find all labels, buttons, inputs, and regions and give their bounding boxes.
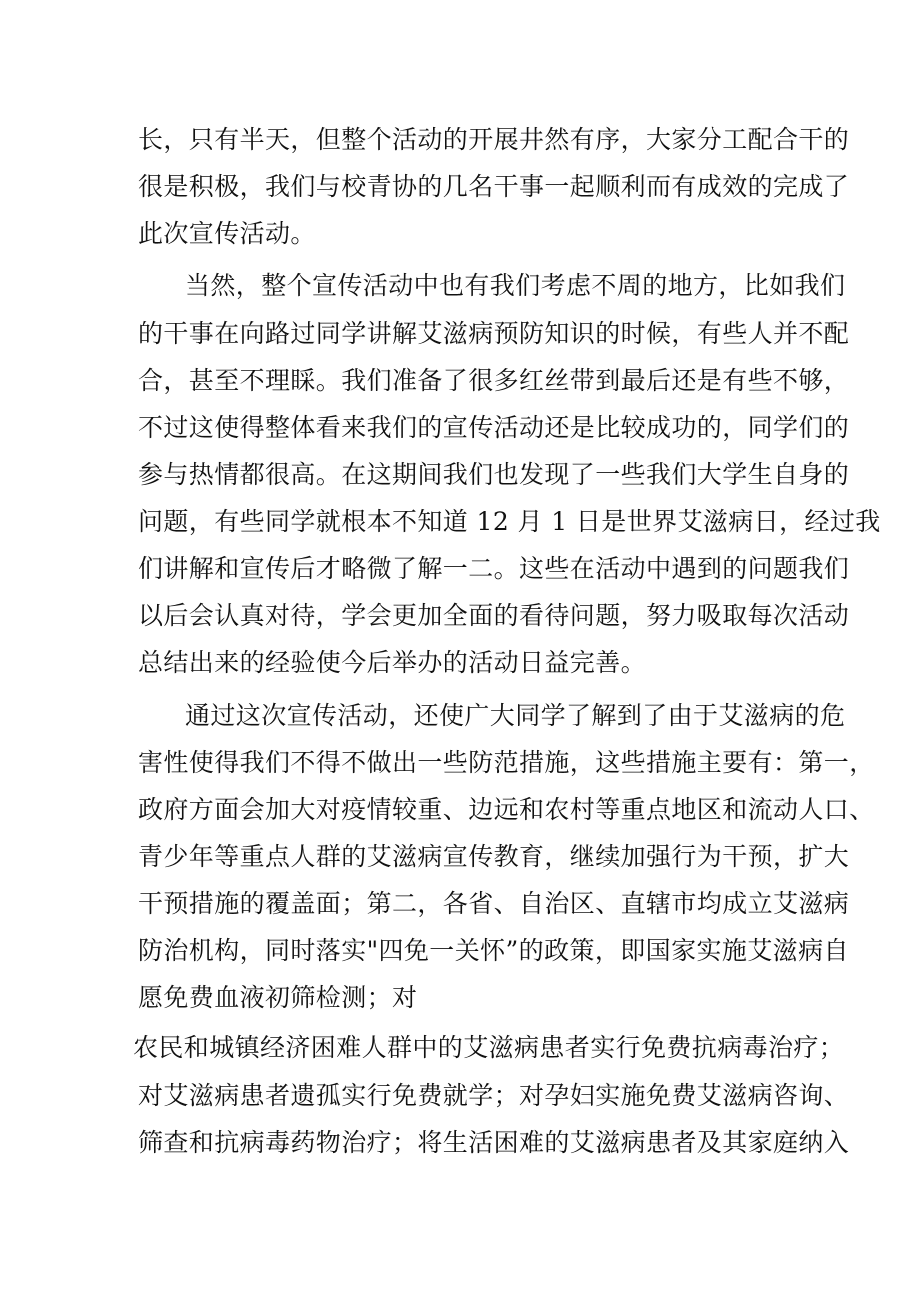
text-line: 参与热情都很高。在这期间我们也发现了一些我们大学生自身的: [138, 460, 850, 489]
text-line: 总结出来的经验使今后举办的活动日益完善。: [138, 648, 647, 677]
paragraph-start-line: 通过这次宣传活动，还使广大同学了解到了由于艾滋病的危: [185, 701, 846, 730]
text-line: 不过这使得整体看来我们的宣传活动还是比较成功的，同学们的: [138, 413, 850, 442]
text-line: 们讲解和宣传后才略微了解一二。这些在活动中遇到的问题我们: [138, 554, 850, 583]
text-line: 干预措施的覆盖面；第二，各省、自治区、直辖市均成立艾滋病: [138, 889, 850, 918]
text-line: 的干事在向路过同学讲解艾滋病预防知识的时候，有些人并不配: [138, 319, 850, 348]
text-line: 政府方面会加大对疫情较重、边远和农村等重点地区和流动人口、: [138, 795, 875, 824]
text-line: 问题，有些同学就根本不知道 12 月 1 日是世界艾滋病日，经过我: [138, 507, 881, 536]
text-line: 害性使得我们不得不做出一些防范措施，这些措施主要有：第一，: [138, 748, 875, 777]
text-line: 农民和城镇经济困难人群中的艾滋病患者实行免费抗病毒治疗；: [133, 1033, 845, 1062]
text-line: 此次宣传活动。: [138, 219, 316, 248]
text-line: 合，甚至不理睬。我们准备了很多红丝带到最后还是有些不够，: [138, 366, 850, 395]
paragraph-start-line: 当然，整个宣传活动中也有我们考虑不周的地方，比如我们: [185, 271, 846, 300]
text-line: 很是积极，我们与校青协的几名干事一起顺利而有成效的完成了: [138, 172, 850, 201]
text-line: 以后会认真对待，学会更加全面的看待问题，努力吸取每次活动: [138, 601, 850, 630]
text-line: 对艾滋病患者遗孤实行免费就学；对孕妇实施免费艾滋病咨询、: [138, 1081, 850, 1110]
text-line: 筛查和抗病毒药物治疗；将生活困难的艾滋病患者及其家庭纳入: [138, 1128, 850, 1157]
text-line: 愿免费血液初筛检测；对: [138, 983, 418, 1012]
text-line: 长，只有半天，但整个活动的开展井然有序，大家分工配合干的: [138, 125, 850, 154]
text-line: 青少年等重点人群的艾滋病宣传教育，继续加强行为干预，扩大: [138, 842, 850, 871]
text-line: 防治机构，同时落实"四免一关怀”的政策，即国家实施艾滋病自: [138, 936, 849, 965]
